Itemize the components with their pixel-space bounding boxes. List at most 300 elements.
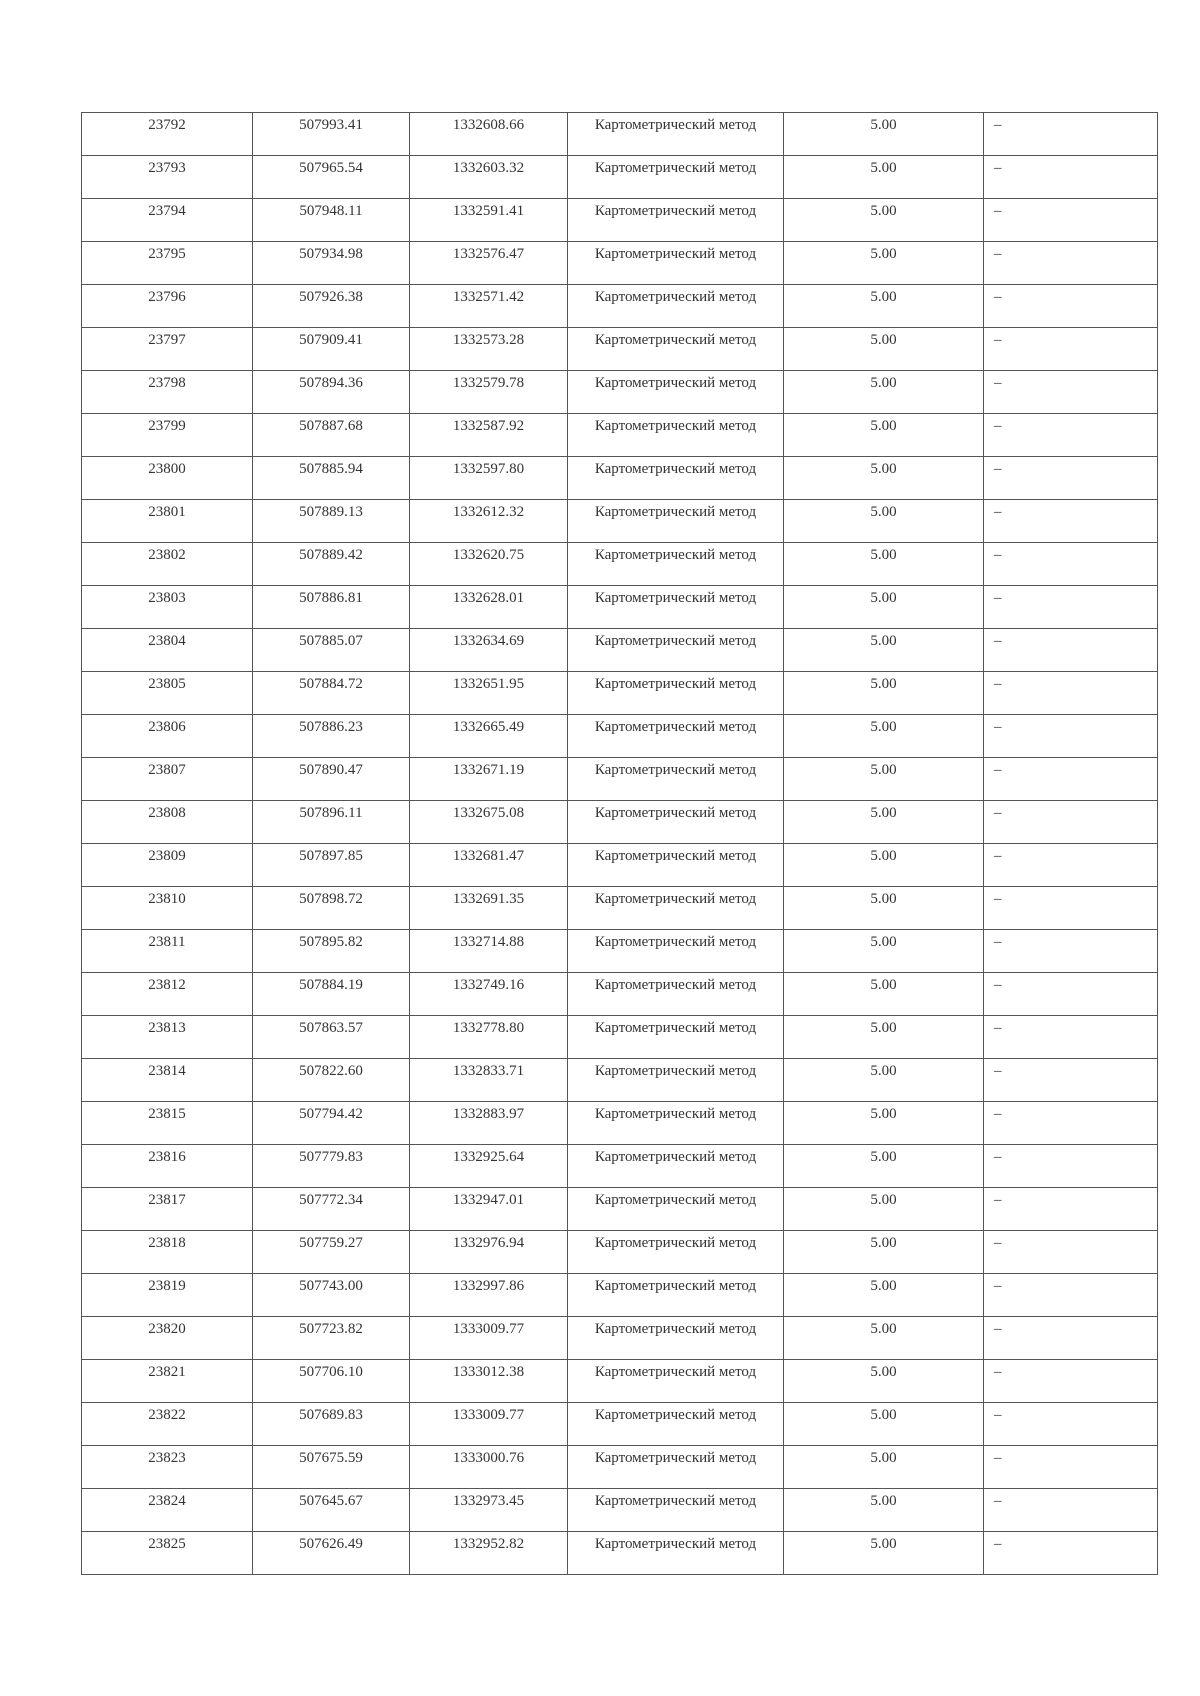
description-cell bbox=[984, 414, 1158, 457]
cell-text: 507822.60 bbox=[299, 1063, 363, 1079]
cell-text: 1332883.97 bbox=[452, 1106, 525, 1122]
cell-text: Картометрический метод bbox=[594, 762, 757, 778]
cell-text: 23823 bbox=[148, 1450, 186, 1466]
cell-text: 5.00 bbox=[870, 1493, 897, 1509]
cell-text: 1332620.75 bbox=[452, 547, 525, 563]
cell-text: 1332681.47 bbox=[452, 848, 525, 864]
cell-text: 1332976.94 bbox=[452, 1235, 525, 1251]
x-coordinate-cell bbox=[253, 371, 410, 414]
cell-text: Картометрический метод bbox=[594, 805, 757, 821]
cell-text: 5.00 bbox=[870, 1364, 897, 1380]
x-coordinate-cell bbox=[253, 199, 410, 242]
table-row bbox=[82, 1188, 1158, 1231]
cell-text: 1332947.01 bbox=[452, 1192, 525, 1208]
accuracy-cell bbox=[784, 801, 984, 844]
y-coordinate-cell bbox=[410, 156, 568, 199]
cell-text: 507896.11 bbox=[299, 805, 363, 821]
method-cell bbox=[568, 1145, 784, 1188]
cell-text: Картометрический метод bbox=[594, 1149, 757, 1165]
point-number-cell bbox=[82, 973, 253, 1016]
table-row bbox=[82, 500, 1158, 543]
cell-text: 1332628.01 bbox=[452, 590, 525, 606]
cell-text: 5.00 bbox=[870, 977, 897, 993]
description-cell bbox=[984, 1403, 1158, 1446]
cell-text: 23793 bbox=[148, 160, 186, 176]
cell-text: 23816 bbox=[148, 1149, 186, 1165]
cell-text: – bbox=[994, 676, 1002, 692]
description-cell bbox=[984, 1231, 1158, 1274]
accuracy-cell bbox=[784, 500, 984, 543]
x-coordinate-cell bbox=[253, 586, 410, 629]
table-row bbox=[82, 1274, 1158, 1317]
cell-text: 1332612.32 bbox=[452, 504, 525, 520]
method-cell bbox=[568, 1446, 784, 1489]
table-row bbox=[82, 414, 1158, 457]
accuracy-cell bbox=[784, 328, 984, 371]
table-row bbox=[82, 1446, 1158, 1489]
cell-text: – bbox=[994, 160, 1002, 176]
cell-text: 1332997.86 bbox=[452, 1278, 525, 1294]
x-coordinate-cell bbox=[253, 285, 410, 328]
accuracy-cell bbox=[784, 758, 984, 801]
y-coordinate-cell bbox=[410, 672, 568, 715]
cell-text: 1332597.80 bbox=[452, 461, 525, 477]
description-cell bbox=[984, 328, 1158, 371]
description-cell bbox=[984, 371, 1158, 414]
cell-text: Картометрический метод bbox=[594, 1493, 757, 1509]
cell-text: 5.00 bbox=[870, 1235, 897, 1251]
y-coordinate-cell bbox=[410, 1489, 568, 1532]
table-row bbox=[82, 113, 1158, 156]
point-number-cell bbox=[82, 1532, 253, 1575]
method-cell bbox=[568, 758, 784, 801]
y-coordinate-cell bbox=[410, 1188, 568, 1231]
cell-text: 1332833.71 bbox=[452, 1063, 525, 1079]
y-coordinate-cell bbox=[410, 887, 568, 930]
cell-text: – bbox=[994, 418, 1002, 434]
cell-text: 1332587.92 bbox=[452, 418, 525, 434]
y-coordinate-cell bbox=[410, 199, 568, 242]
cell-text: 507759.27 bbox=[299, 1235, 363, 1251]
cell-text: 507886.81 bbox=[299, 590, 363, 606]
description-cell bbox=[984, 973, 1158, 1016]
accuracy-cell bbox=[784, 1188, 984, 1231]
cell-text: 1332973.45 bbox=[452, 1493, 525, 1509]
cell-text: 5.00 bbox=[870, 418, 897, 434]
table-row bbox=[82, 715, 1158, 758]
accuracy-cell bbox=[784, 1102, 984, 1145]
method-cell bbox=[568, 715, 784, 758]
cell-text: – bbox=[994, 1321, 1002, 1337]
cell-text: 23797 bbox=[148, 332, 186, 348]
cell-text: – bbox=[994, 504, 1002, 520]
table-row bbox=[82, 242, 1158, 285]
cell-text: 23808 bbox=[148, 805, 186, 821]
accuracy-cell bbox=[784, 156, 984, 199]
description-cell bbox=[984, 1059, 1158, 1102]
point-number-cell bbox=[82, 156, 253, 199]
y-coordinate-cell bbox=[410, 1059, 568, 1102]
description-cell bbox=[984, 500, 1158, 543]
cell-text: 507863.57 bbox=[299, 1020, 363, 1036]
point-number-cell bbox=[82, 285, 253, 328]
accuracy-cell bbox=[784, 1059, 984, 1102]
table-row bbox=[82, 285, 1158, 328]
x-coordinate-cell bbox=[253, 328, 410, 371]
x-coordinate-cell bbox=[253, 1446, 410, 1489]
cell-text: 5.00 bbox=[870, 762, 897, 778]
point-number-cell bbox=[82, 1317, 253, 1360]
cell-text: 507895.82 bbox=[299, 934, 363, 950]
cell-text: 23798 bbox=[148, 375, 186, 391]
cell-text: 1332608.66 bbox=[452, 117, 525, 133]
description-cell bbox=[984, 113, 1158, 156]
cell-text: – bbox=[994, 1106, 1002, 1122]
y-coordinate-cell bbox=[410, 457, 568, 500]
x-coordinate-cell bbox=[253, 758, 410, 801]
cell-text: 23819 bbox=[148, 1278, 186, 1294]
x-coordinate-cell bbox=[253, 543, 410, 586]
point-number-cell bbox=[82, 1489, 253, 1532]
method-cell bbox=[568, 1403, 784, 1446]
cell-text: Картометрический метод bbox=[594, 547, 757, 563]
table-row bbox=[82, 1059, 1158, 1102]
x-coordinate-cell bbox=[253, 500, 410, 543]
table-row bbox=[82, 1145, 1158, 1188]
y-coordinate-cell bbox=[410, 414, 568, 457]
cell-text: 23818 bbox=[148, 1235, 186, 1251]
x-coordinate-cell bbox=[253, 973, 410, 1016]
method-cell bbox=[568, 242, 784, 285]
cell-text: 507890.47 bbox=[299, 762, 363, 778]
description-cell bbox=[984, 242, 1158, 285]
point-number-cell bbox=[82, 1274, 253, 1317]
cell-text: Картометрический метод bbox=[594, 1020, 757, 1036]
method-cell bbox=[568, 457, 784, 500]
accuracy-cell bbox=[784, 1532, 984, 1575]
cell-text: 507886.23 bbox=[299, 719, 363, 735]
method-cell bbox=[568, 500, 784, 543]
point-number-cell bbox=[82, 672, 253, 715]
x-coordinate-cell bbox=[253, 1317, 410, 1360]
cell-text: 5.00 bbox=[870, 1192, 897, 1208]
cell-text: 5.00 bbox=[870, 1450, 897, 1466]
accuracy-cell bbox=[784, 1489, 984, 1532]
cell-text: Картометрический метод bbox=[594, 289, 757, 305]
cell-text: – bbox=[994, 805, 1002, 821]
accuracy-cell bbox=[784, 1317, 984, 1360]
cell-text: 1332591.41 bbox=[452, 203, 525, 219]
accuracy-cell bbox=[784, 457, 984, 500]
cell-text: – bbox=[994, 762, 1002, 778]
cell-text: – bbox=[994, 1450, 1002, 1466]
cell-text: 5.00 bbox=[870, 1278, 897, 1294]
description-cell bbox=[984, 285, 1158, 328]
y-coordinate-cell bbox=[410, 1102, 568, 1145]
cell-text: – bbox=[994, 375, 1002, 391]
cell-text: 5.00 bbox=[870, 504, 897, 520]
cell-text: 23814 bbox=[148, 1063, 186, 1079]
cell-text: 23802 bbox=[148, 547, 186, 563]
x-coordinate-cell bbox=[253, 1274, 410, 1317]
point-number-cell bbox=[82, 1231, 253, 1274]
y-coordinate-cell bbox=[410, 1274, 568, 1317]
table-row bbox=[82, 672, 1158, 715]
table-row bbox=[82, 156, 1158, 199]
cell-text: 23794 bbox=[148, 203, 186, 219]
cell-text: Картометрический метод bbox=[594, 1407, 757, 1423]
method-cell bbox=[568, 1016, 784, 1059]
cell-text: 507909.41 bbox=[299, 332, 363, 348]
point-number-cell bbox=[82, 1145, 253, 1188]
cell-text: Картометрический метод bbox=[594, 1278, 757, 1294]
cell-text: 23796 bbox=[148, 289, 186, 305]
cell-text: 1333012.38 bbox=[452, 1364, 525, 1380]
x-coordinate-cell bbox=[253, 457, 410, 500]
cell-text: 5.00 bbox=[870, 590, 897, 606]
description-cell bbox=[984, 1274, 1158, 1317]
table-row bbox=[82, 930, 1158, 973]
description-cell bbox=[984, 629, 1158, 672]
x-coordinate-cell bbox=[253, 801, 410, 844]
coordinates-table-body bbox=[82, 113, 1158, 1575]
method-cell bbox=[568, 156, 784, 199]
cell-text: 5.00 bbox=[870, 117, 897, 133]
x-coordinate-cell bbox=[253, 1532, 410, 1575]
cell-text: – bbox=[994, 1278, 1002, 1294]
y-coordinate-cell bbox=[410, 1145, 568, 1188]
accuracy-cell bbox=[784, 629, 984, 672]
x-coordinate-cell bbox=[253, 672, 410, 715]
cell-text: – bbox=[994, 461, 1002, 477]
cell-text: 23800 bbox=[148, 461, 186, 477]
table-row bbox=[82, 1016, 1158, 1059]
description-cell bbox=[984, 1016, 1158, 1059]
cell-text: 5.00 bbox=[870, 1321, 897, 1337]
cell-text: – bbox=[994, 848, 1002, 864]
cell-text: Картометрический метод bbox=[594, 633, 757, 649]
table-row bbox=[82, 1403, 1158, 1446]
cell-text: 1332665.49 bbox=[452, 719, 525, 735]
cell-text: Картометрический метод bbox=[594, 977, 757, 993]
x-coordinate-cell bbox=[253, 1403, 410, 1446]
table-row bbox=[82, 801, 1158, 844]
table-row bbox=[82, 586, 1158, 629]
y-coordinate-cell bbox=[410, 844, 568, 887]
cell-text: – bbox=[994, 1536, 1002, 1552]
cell-text: – bbox=[994, 1364, 1002, 1380]
cell-text: 5.00 bbox=[870, 1149, 897, 1165]
accuracy-cell bbox=[784, 1016, 984, 1059]
table-row bbox=[82, 328, 1158, 371]
cell-text: – bbox=[994, 332, 1002, 348]
accuracy-cell bbox=[784, 414, 984, 457]
cell-text: 1333000.76 bbox=[452, 1450, 525, 1466]
y-coordinate-cell bbox=[410, 328, 568, 371]
cell-text: 5.00 bbox=[870, 160, 897, 176]
cell-text: 5.00 bbox=[870, 1106, 897, 1122]
x-coordinate-cell bbox=[253, 1188, 410, 1231]
table-row bbox=[82, 629, 1158, 672]
accuracy-cell bbox=[784, 113, 984, 156]
accuracy-cell bbox=[784, 672, 984, 715]
point-number-cell bbox=[82, 371, 253, 414]
cell-text: 507779.83 bbox=[299, 1149, 363, 1165]
description-cell bbox=[984, 1102, 1158, 1145]
cell-text: 507887.68 bbox=[299, 418, 363, 434]
cell-text: – bbox=[994, 203, 1002, 219]
method-cell bbox=[568, 672, 784, 715]
cell-text: Картометрический метод bbox=[594, 160, 757, 176]
y-coordinate-cell bbox=[410, 371, 568, 414]
cell-text: 507993.41 bbox=[299, 117, 363, 133]
cell-text: 23807 bbox=[148, 762, 186, 778]
x-coordinate-cell bbox=[253, 414, 410, 457]
cell-text: 507723.82 bbox=[299, 1321, 363, 1337]
cell-text: 23799 bbox=[148, 418, 186, 434]
y-coordinate-cell bbox=[410, 242, 568, 285]
method-cell bbox=[568, 113, 784, 156]
cell-text: Картометрический метод bbox=[594, 1450, 757, 1466]
cell-text: 1332576.47 bbox=[452, 246, 525, 262]
method-cell bbox=[568, 1360, 784, 1403]
cell-text: – bbox=[994, 547, 1002, 563]
table-row bbox=[82, 199, 1158, 242]
method-cell bbox=[568, 1274, 784, 1317]
x-coordinate-cell bbox=[253, 1059, 410, 1102]
accuracy-cell bbox=[784, 543, 984, 586]
point-number-cell bbox=[82, 715, 253, 758]
accuracy-cell bbox=[784, 1145, 984, 1188]
cell-text: Картометрический метод bbox=[594, 1364, 757, 1380]
method-cell bbox=[568, 973, 784, 1016]
cell-text: 23810 bbox=[148, 891, 186, 907]
cell-text: Картометрический метод bbox=[594, 246, 757, 262]
description-cell bbox=[984, 1188, 1158, 1231]
cell-text: 507706.10 bbox=[299, 1364, 363, 1380]
cell-text: 507645.67 bbox=[299, 1493, 363, 1509]
point-number-cell bbox=[82, 844, 253, 887]
cell-text: 23812 bbox=[148, 977, 186, 993]
cell-text: 5.00 bbox=[870, 805, 897, 821]
accuracy-cell bbox=[784, 973, 984, 1016]
y-coordinate-cell bbox=[410, 1016, 568, 1059]
method-cell bbox=[568, 801, 784, 844]
cell-text: 1332675.08 bbox=[452, 805, 525, 821]
accuracy-cell bbox=[784, 371, 984, 414]
method-cell bbox=[568, 371, 784, 414]
method-cell bbox=[568, 414, 784, 457]
cell-text: 1332925.64 bbox=[452, 1149, 525, 1165]
x-coordinate-cell bbox=[253, 844, 410, 887]
x-coordinate-cell bbox=[253, 930, 410, 973]
x-coordinate-cell bbox=[253, 715, 410, 758]
cell-text: 5.00 bbox=[870, 891, 897, 907]
table-row bbox=[82, 887, 1158, 930]
y-coordinate-cell bbox=[410, 1360, 568, 1403]
cell-text: Картометрический метод bbox=[594, 461, 757, 477]
cell-text: 5.00 bbox=[870, 1020, 897, 1036]
cell-text: Картометрический метод bbox=[594, 1063, 757, 1079]
x-coordinate-cell bbox=[253, 887, 410, 930]
cell-text: – bbox=[994, 1149, 1002, 1165]
cell-text: 1332714.88 bbox=[452, 934, 525, 950]
description-cell bbox=[984, 156, 1158, 199]
method-cell bbox=[568, 328, 784, 371]
cell-text: 5.00 bbox=[870, 1407, 897, 1423]
description-cell bbox=[984, 758, 1158, 801]
table-row bbox=[82, 973, 1158, 1016]
x-coordinate-cell bbox=[253, 1360, 410, 1403]
cell-text: 5.00 bbox=[870, 676, 897, 692]
cell-text: Картометрический метод bbox=[594, 719, 757, 735]
cell-text: 1333009.77 bbox=[452, 1321, 525, 1337]
accuracy-cell bbox=[784, 1446, 984, 1489]
cell-text: – bbox=[994, 246, 1002, 262]
table-row bbox=[82, 1231, 1158, 1274]
point-number-cell bbox=[82, 1360, 253, 1403]
point-number-cell bbox=[82, 414, 253, 457]
cell-text: 1332671.19 bbox=[452, 762, 525, 778]
y-coordinate-cell bbox=[410, 113, 568, 156]
table-row bbox=[82, 1102, 1158, 1145]
description-cell bbox=[984, 543, 1158, 586]
table-row bbox=[82, 1532, 1158, 1575]
description-cell bbox=[984, 199, 1158, 242]
table-row bbox=[82, 844, 1158, 887]
accuracy-cell bbox=[784, 715, 984, 758]
x-coordinate-cell bbox=[253, 1016, 410, 1059]
point-number-cell bbox=[82, 113, 253, 156]
description-cell bbox=[984, 586, 1158, 629]
cell-text: 23815 bbox=[148, 1106, 186, 1122]
cell-text: 1332691.35 bbox=[452, 891, 525, 907]
cell-text: – bbox=[994, 1192, 1002, 1208]
accuracy-cell bbox=[784, 1274, 984, 1317]
cell-text: 23806 bbox=[148, 719, 186, 735]
y-coordinate-cell bbox=[410, 1403, 568, 1446]
point-number-cell bbox=[82, 1016, 253, 1059]
description-cell bbox=[984, 457, 1158, 500]
method-cell bbox=[568, 1231, 784, 1274]
cell-text: 1332634.69 bbox=[452, 633, 525, 649]
cell-text: – bbox=[994, 1235, 1002, 1251]
cell-text: 5.00 bbox=[870, 633, 897, 649]
cell-text: – bbox=[994, 1063, 1002, 1079]
cell-text: – bbox=[994, 117, 1002, 133]
cell-text: 5.00 bbox=[870, 719, 897, 735]
point-number-cell bbox=[82, 199, 253, 242]
y-coordinate-cell bbox=[410, 715, 568, 758]
cell-text: Картометрический метод bbox=[594, 1192, 757, 1208]
cell-text: 1332579.78 bbox=[452, 375, 525, 391]
cell-text: 507898.72 bbox=[299, 891, 363, 907]
description-cell bbox=[984, 801, 1158, 844]
x-coordinate-cell bbox=[253, 1231, 410, 1274]
cell-text: 23825 bbox=[148, 1536, 186, 1552]
description-cell bbox=[984, 930, 1158, 973]
cell-text: Картометрический метод bbox=[594, 1235, 757, 1251]
description-cell bbox=[984, 887, 1158, 930]
cell-text: 23801 bbox=[148, 504, 186, 520]
method-cell bbox=[568, 1532, 784, 1575]
cell-text: Картометрический метод bbox=[594, 1321, 757, 1337]
method-cell bbox=[568, 1059, 784, 1102]
cell-text: Картометрический метод bbox=[594, 676, 757, 692]
cell-text: Картометрический метод bbox=[594, 1106, 757, 1122]
y-coordinate-cell bbox=[410, 1532, 568, 1575]
cell-text: 507884.19 bbox=[299, 977, 363, 993]
